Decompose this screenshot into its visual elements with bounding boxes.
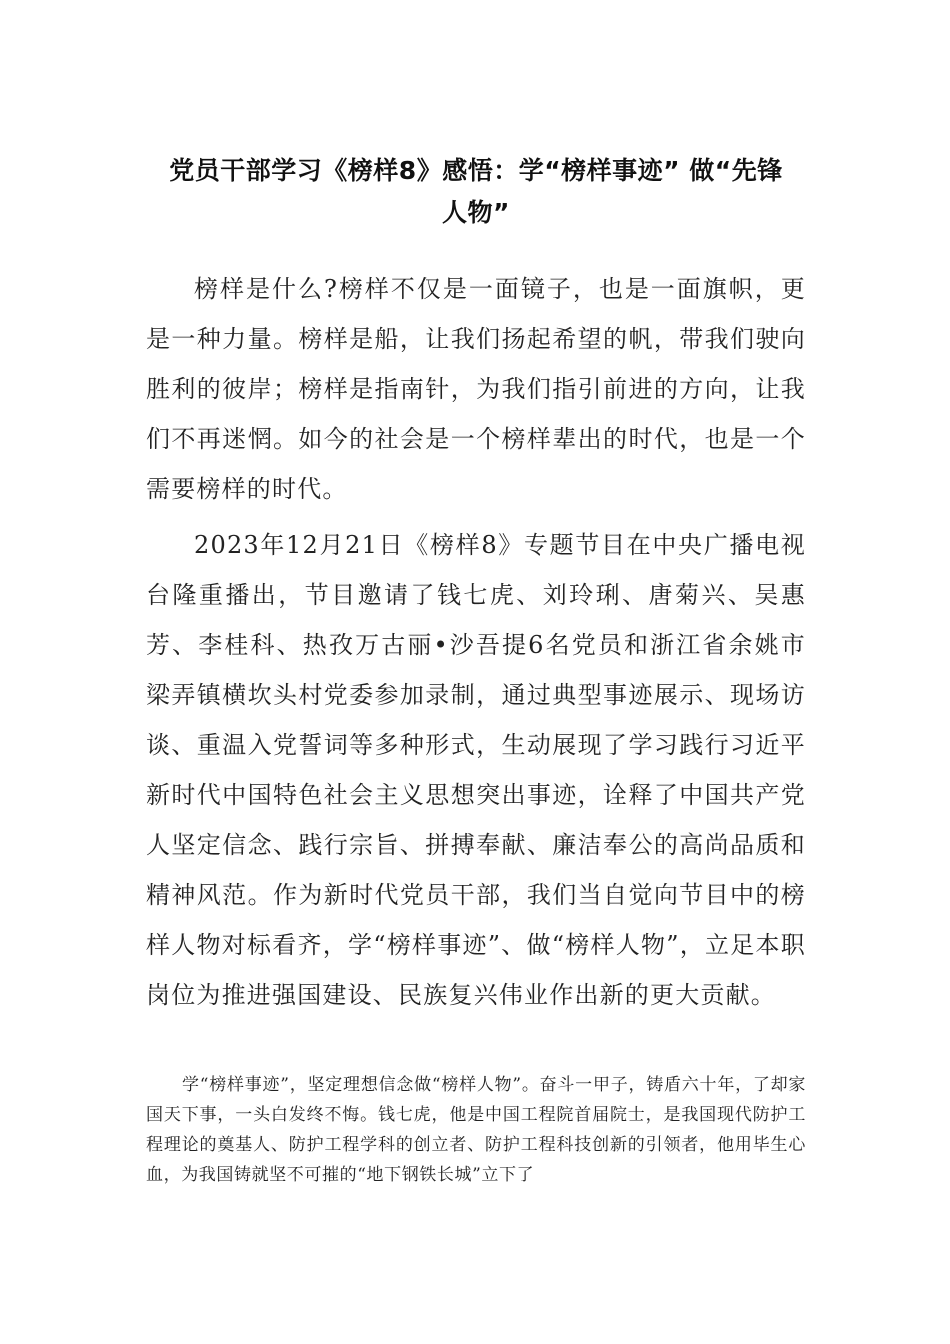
- paragraph-intro: 榜样是什么?榜样不仅是一面镜子，也是一面旗帜，更是一种力量。榜样是船，让我们扬起希望的帆，带我们驶向胜利的彼岸；榜样是指南针，为我们指引前进的方向，让我们不再迷惘。如今的社会是一个榜样辈出的时代，也是一个需要榜样的时代。: [146, 275, 806, 503]
- paragraph-program: 2023年12月21日《榜样8》专题节目在中央广播电视台隆重播出，节目邀请了钱七虎、刘玲琍、唐菊兴、吴惠芳、李桂科、热孜万古丽•沙吾提6名党员和浙江省余姚市梁弄镇横坎头村党委参加录制，通过典型事迹展示、现场访谈、重温入党誓词等多种形式，生动展现了学习践行习近平新时代中国特色社会主义思想突出事迹，诠释了中国共产党人坚定信念、践行宗旨、拼搏奉献、廉洁奉公的高尚品质和精神风范。作为新时代党员干部，我们当自觉向节目中的榜样人物对标看齐，学“榜样事迹”、做“榜样人物”，立足本职岗位为推进强国建设、民族复兴伟业作出新的更大贡献。: [146, 531, 806, 1009]
- document-title: [146, 150, 806, 234]
- paragraph-qian-qihu: 学“榜样事迹”，坚定理想信念做“榜样人物”。奋斗一甲子，铸盾六十年，了却家国天下事，一头白发终不悔。钱七虎，他是中国工程院首届院士，是我国现代防护工程理论的奠基人、防护工程学科的创立者、防护工程科技创新的引领者，他用毕生心血，为我国铸就坚不可摧的“地下钢铁长城”立下了: [146, 1075, 806, 1185]
- title-line-2: 人物”: [442, 198, 510, 227]
- title-line-1: 党员干部学习《榜样8》感悟：学“榜样事迹” 做“先锋: [169, 156, 783, 185]
